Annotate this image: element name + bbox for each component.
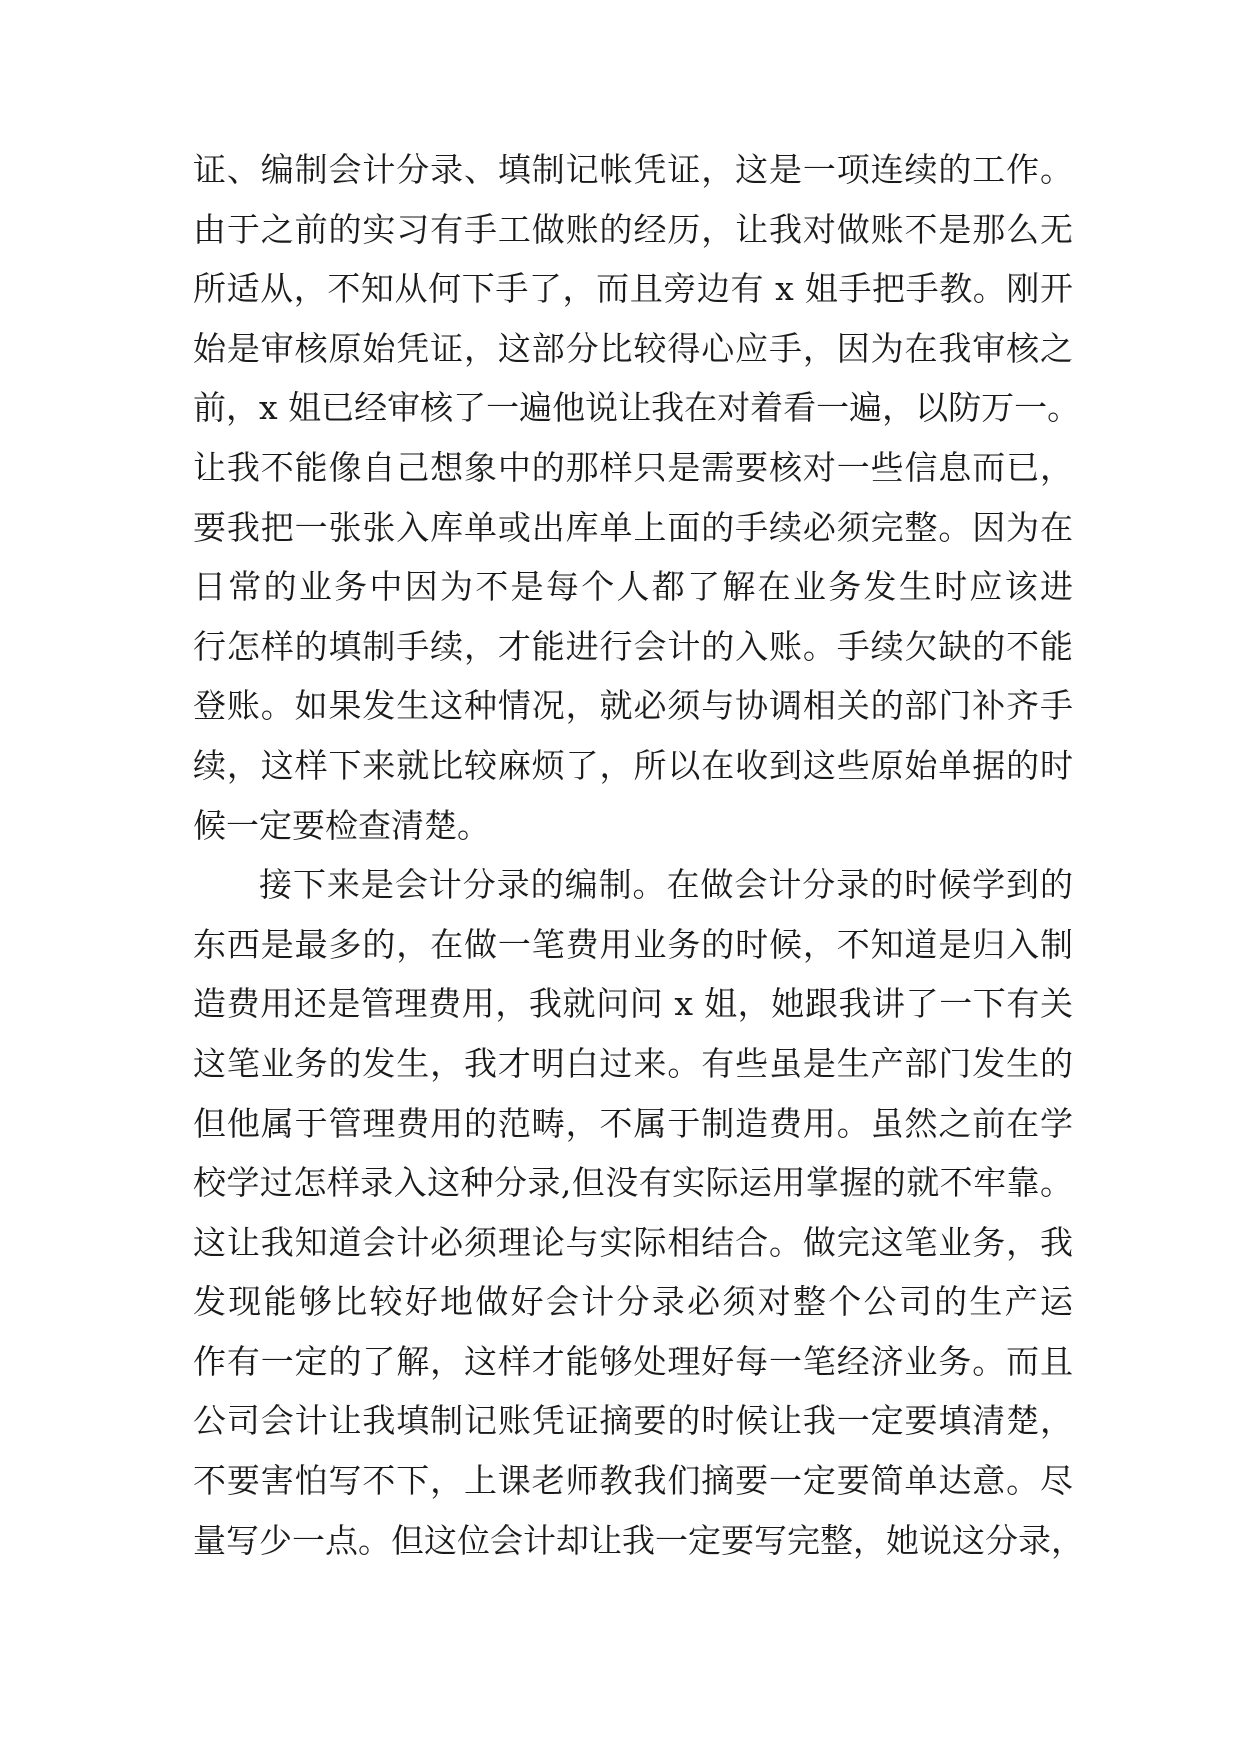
paragraph-1-line-9: 行怎样的填制手续，才能进行会计的入账。手续欠缺的不能 (193, 626, 1073, 666)
paragraph-2-line-9: 作有一定的了解，这样才能够处理好每一笔经济业务。而且 (193, 1341, 1073, 1381)
paragraph-2-line-7: 这让我知道会计必须理论与实际相结合。做完这笔业务，我 (193, 1222, 1073, 1262)
paragraph-1-line-7: 要我把一张张入库单或出库单上面的手续必须完整。因为在 (193, 507, 1073, 547)
document-body (193, 140, 1084, 1570)
paragraph-2-line-6: 校学过怎样录入这种分录,但没有实际运用掌握的就不牢靠。 (193, 1163, 1073, 1203)
paragraph-2-line-2: 东西是最多的，在做一笔费用业务的时候，不知道是归入制 (193, 924, 1073, 964)
paragraph-1-line-6: 让我不能像自己想象中的那样只是需要核对一些信息而已， (193, 447, 1073, 487)
paragraph-2-line-12: 量写少一点。但这位会计却让我一定要写完整，她说这分录， (193, 1520, 1084, 1560)
paragraph-2-line-5: 但他属于管理费用的范畴，不属于制造费用。虽然之前在学 (193, 1103, 1073, 1143)
paragraph-1-line-2: 由于之前的实习有手工做账的经历，让我对做账不是那么无 (193, 209, 1073, 249)
paragraph-2-line-11: 不要害怕写不下，上课老师教我们摘要一定要简单达意。尽 (193, 1461, 1073, 1501)
paragraph-2-line-1: 接下来是会计分录的编制。在做会计分录的时候学到的 (259, 865, 1073, 905)
paragraph-2-line-3: 造费用还是管理费用，我就问问 x 姐，她跟我讲了一下有关 (193, 984, 1073, 1024)
paragraph-1-line-1: 证、编制会计分录、填制记帐凭证，这是一项连续的工作。 (193, 150, 1073, 189)
paragraph-2-line-4: 这笔业务的发生，我才明白过来。有些虽是生产部门发生的 (193, 1043, 1073, 1083)
paragraph-2-line-8: 发现能够比较好地做好会计分录必须对整个公司的生产运 (193, 1282, 1073, 1322)
paragraph-1-line-3: 所适从，不知从何下手了，而且旁边有 x 姐手把手教。刚开 (193, 269, 1073, 309)
paragraph-1-line-10: 登账。如果发生这种情况，就必须与协调相关的部门补齐手 (193, 686, 1073, 726)
paragraph-2-line-10: 公司会计让我填制记账凭证摘要的时候让我一定要填清楚， (193, 1401, 1073, 1441)
paragraph-1-line-5: 前，x 姐已经审核了一遍他说让我在对着看一遍，以防万一。 (193, 388, 1081, 428)
paragraph-1-line-12: 候一定要检查清楚。 (193, 805, 490, 845)
paragraph-1-line-8: 日常的业务中因为不是每个人都了解在业务发生时应该进 (193, 567, 1073, 607)
paragraph-1-line-4: 始是审核原始凭证，这部分比较得心应手，因为在我审核之 (193, 328, 1073, 368)
paragraph-1-line-11: 续，这样下来就比较麻烦了，所以在收到这些原始单据的时 (193, 745, 1073, 785)
